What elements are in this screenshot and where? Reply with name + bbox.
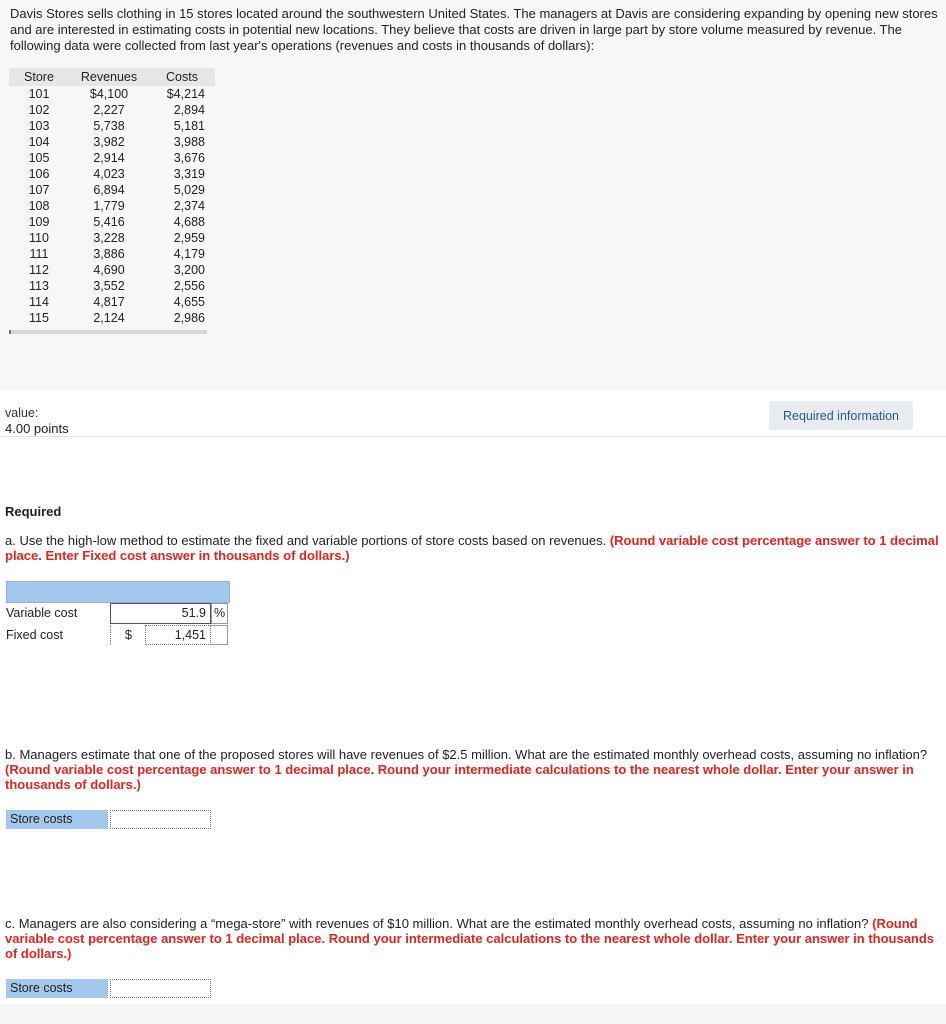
cost-cell: 2,959	[173, 231, 205, 245]
dollar-sign: $	[110, 625, 146, 645]
store-cell: 110	[29, 231, 49, 245]
revenue-cell: 4,690	[93, 263, 125, 277]
cost-cell: 2,556	[173, 279, 205, 293]
table-row	[9, 150, 215, 166]
revenue-cell: 3,886	[93, 247, 125, 261]
table-row	[9, 102, 215, 118]
table-row	[9, 214, 215, 230]
question-b-note: (Round variable cost percentage answer to 1 decimal place. Round your intermediate calculations to the nearest whole dollar. Enter your answer in thousands of dollars.)	[5, 762, 914, 792]
store-cell: 115	[29, 311, 49, 325]
table-row	[9, 230, 215, 246]
cost-cell: 5,029	[173, 183, 205, 197]
table-row	[9, 246, 215, 262]
question-c-text: c. Managers are also considering a “mega-store” with revenues of $10 million. What are the estimated monthly overhead costs, assuming no inflation?	[5, 916, 873, 931]
cost-cell: 3,676	[173, 151, 205, 165]
store-cell: 112	[29, 263, 49, 277]
store-cell: 107	[28, 183, 50, 197]
store-cell: 109	[28, 215, 50, 229]
store-cell: 104	[28, 135, 50, 149]
revenue-cell: 5,738	[93, 119, 125, 133]
store-cell: 101	[28, 87, 50, 101]
variable-cost-input[interactable]: 51.9	[110, 603, 211, 624]
value-label: value:	[5, 406, 39, 420]
fixed-cost-input[interactable]: 1,451	[145, 625, 211, 645]
revenue-cell: 3,552	[93, 279, 125, 293]
store-cell: 114	[29, 295, 49, 309]
store-data-table	[9, 68, 215, 326]
cost-cell: 2,374	[173, 199, 205, 213]
cost-cell: 2,894	[173, 103, 205, 117]
question-b	[5, 747, 941, 792]
problem-intro: Davis Stores sells clothing in 15 stores located around the southwestern United States. The managers at Davis are considering expanding by opening new stores and are interested in estimating costs in potential new locations. They believe that costs are driven in large part by store volume measured by revenue. The following data were collected from last year's operations (revenues and costs in thousands of dollars):	[10, 6, 938, 53]
store-cell: 102	[28, 103, 50, 117]
table-row	[9, 166, 215, 182]
table-header-row	[9, 68, 215, 86]
store-costs-label-c: Store costs	[6, 979, 108, 998]
table-scrollbar[interactable]	[9, 330, 207, 334]
table-row	[9, 310, 215, 326]
question-c	[5, 916, 941, 961]
store-costs-label-b: Store costs	[6, 810, 108, 829]
revenue-cell: 2,227	[93, 103, 125, 117]
required-heading: Required	[5, 504, 62, 519]
cost-cell: 4,655	[173, 295, 205, 309]
question-c-note: (Round variable cost percentage answer to 1 decimal place. Round your intermediate calculations to the nearest whole dollar. Enter your answer in thousands of dollars.)	[5, 916, 935, 961]
required-information-button[interactable]: Required information	[769, 401, 913, 430]
revenue-cell: 4,817	[93, 295, 125, 309]
cost-cell: 3,988	[173, 135, 205, 149]
table-body	[9, 86, 215, 326]
table-row	[9, 262, 215, 278]
cost-cell: 3,319	[173, 167, 205, 181]
revenue-cell: $4,100	[89, 87, 129, 101]
points-value: 4.00 points	[5, 421, 69, 436]
table-row	[9, 294, 215, 310]
cost-cell: 4,688	[173, 215, 205, 229]
store-costs-input-c[interactable]	[110, 979, 211, 998]
store-cell: 111	[29, 247, 49, 261]
variable-cost-label: Variable cost	[6, 606, 78, 620]
store-costs-input-b[interactable]	[110, 810, 211, 829]
fixed-cost-label: Fixed cost	[6, 628, 63, 642]
revenue-cell: 2,124	[93, 311, 125, 325]
table-row	[9, 118, 215, 134]
question-a-text: a. Use the high-low method to estimate the fixed and variable portions of store costs based on revenues.	[5, 533, 610, 548]
problem-panel	[0, 0, 946, 390]
question-a	[5, 533, 941, 563]
revenue-cell: 5,416	[93, 215, 125, 229]
cost-cell: 3,200	[173, 263, 205, 277]
header-revenues: Revenues	[69, 68, 149, 86]
cost-cell: $4,214	[166, 87, 205, 101]
cost-cell: 5,181	[173, 119, 205, 133]
revenue-cell: 2,914	[93, 151, 125, 165]
fixed-cost-unit-cell	[211, 625, 228, 645]
store-cell: 106	[28, 167, 50, 181]
table-row	[9, 198, 215, 214]
store-cell: 108	[28, 199, 50, 213]
table-row	[9, 134, 215, 150]
store-cell: 113	[29, 279, 49, 293]
table-row	[9, 182, 215, 198]
question-b-text: b. Managers estimate that one of the proposed stores will have revenues of $2.5 million. What are the estimated monthly overhead costs, assuming no inflation?	[5, 747, 928, 762]
revenue-cell: 6,894	[93, 183, 125, 197]
header-costs: Costs	[149, 68, 215, 86]
store-cell: 105	[28, 151, 50, 165]
revenue-cell: 4,023	[93, 167, 125, 181]
table-row	[9, 86, 215, 102]
cost-cell: 4,179	[173, 247, 205, 261]
percent-sign: %	[211, 603, 228, 624]
divider	[0, 436, 946, 437]
revenue-cell: 3,228	[93, 231, 125, 245]
question-a-note: (Round variable cost percentage answer to 1 decimal place. Enter Fixed cost answer in thousands of dollars.)	[5, 533, 939, 563]
answer-table-header	[6, 581, 230, 603]
store-cell: 103	[28, 119, 50, 133]
cost-cell: 2,986	[173, 311, 205, 325]
table-row	[9, 278, 215, 294]
header-store: Store	[9, 68, 69, 86]
revenue-cell: 1,779	[93, 199, 125, 213]
bottom-strip	[0, 1004, 946, 1024]
revenue-cell: 3,982	[93, 135, 125, 149]
